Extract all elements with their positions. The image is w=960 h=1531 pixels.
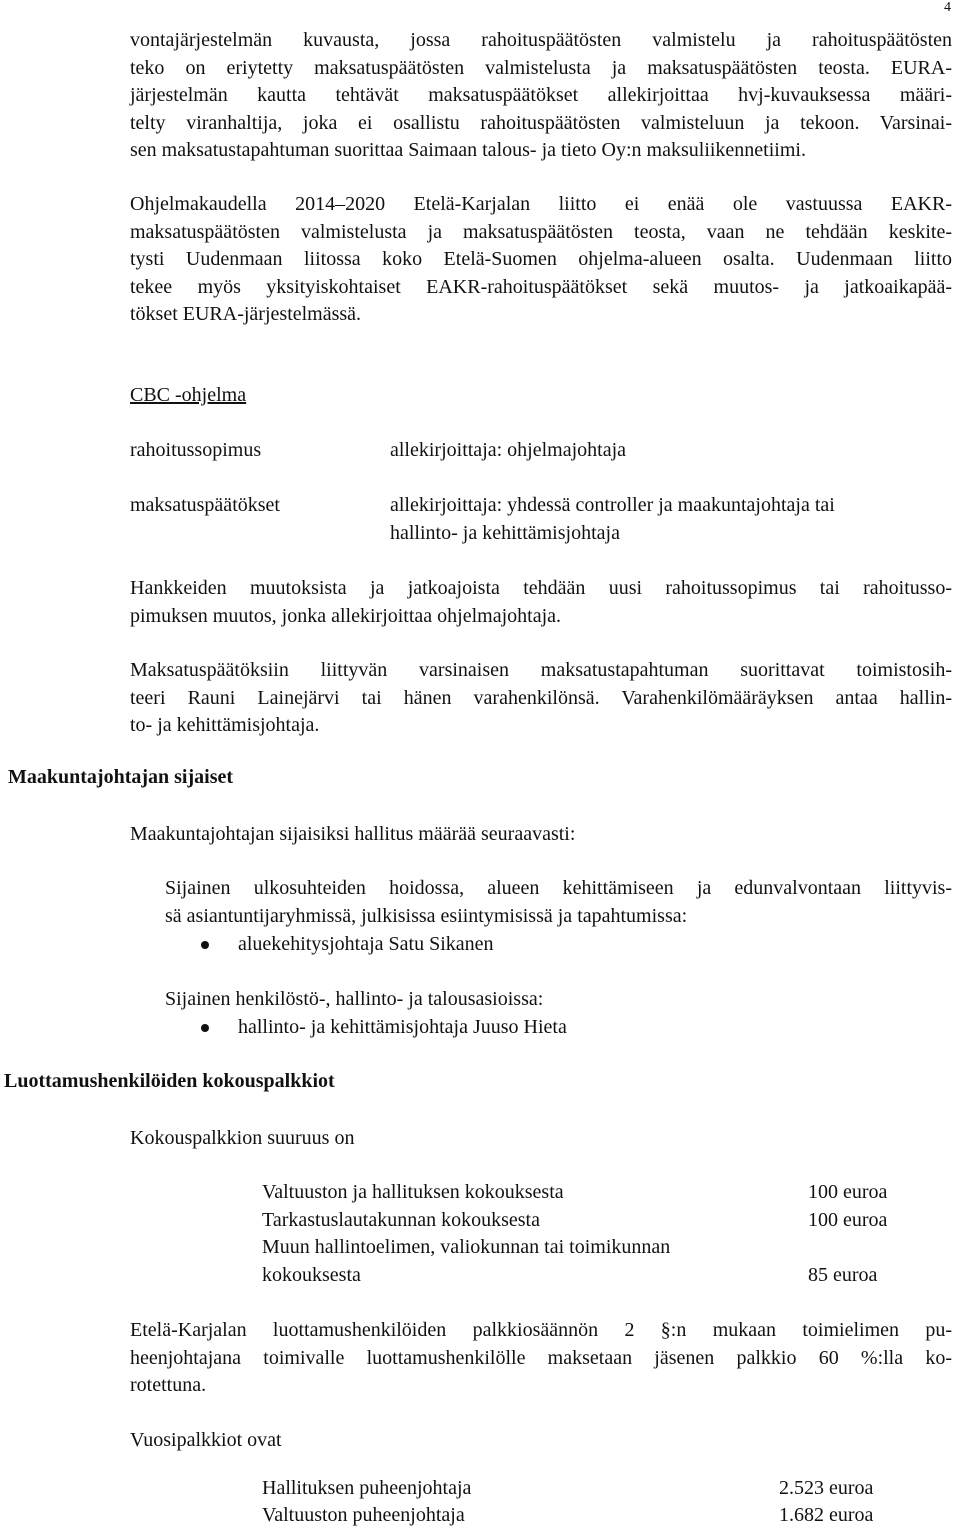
section-heading-deputies: Maakuntajohtajan sijaiset [8, 766, 234, 788]
fees-intro: Kokouspalkkion suuruus on [130, 1127, 355, 1149]
annual-fee-amount: 1.682 euroa [779, 1504, 874, 1526]
text-line: sen maksatustapahtuman suorittaa Saimaan talous- ja tieto Oy:n maksuliikennetiimi. [130, 139, 806, 161]
text-line: telty viranhaltija, joka ei osallistu rahoituspäätösten valmisteluun ja tekoon. Varsinai- [130, 111, 952, 134]
deputy-bullet-2: hallinto- ja kehittämisjohtaja Juuso Hieta [238, 1016, 567, 1038]
text-line: tekee myös yksityiskohtaiset EAKR-rahoituspäätökset sekä muutos- ja jatkoaikapää- [130, 275, 952, 298]
fee-label [262, 1234, 670, 1289]
paragraph-changes [130, 575, 952, 630]
text-line: hallinto- ja kehittämisjohtaja [390, 521, 620, 544]
text-line: sä asiantuntijaryhmissä, julkisissa esiintymisissä ja tapahtumissa: [165, 904, 688, 927]
text-line: Maksatuspäätöksiin liittyvän varsinaisen maksatustapahtuman suorittavat toimistosih- [130, 659, 952, 681]
fee-label: Tarkastuslautakunnan kokouksesta [262, 1209, 540, 1231]
text-line: kokouksesta [262, 1263, 361, 1286]
bullet-icon [201, 941, 209, 949]
section-heading-fees: Luottamushenkilöiden kokouspalkkiot [4, 1070, 335, 1092]
deputies-intro: Maakuntajohtajan sijaisiksi hallitus määrää seuraavasti: [130, 823, 576, 845]
text-line: Ohjelmakaudella 2014–2020 Etelä-Karjalan liitto ei enää ole vastuussa EAKR- [130, 193, 952, 215]
fee-amount: 100 euroa [808, 1209, 888, 1231]
fee-amount: 85 euroa [808, 1264, 878, 1286]
text-line: maksatuspäätösten valmistelusta ja maksatuspäätösten teosta, vaan ne tehdään keskite- [130, 220, 952, 243]
paragraph-payments [130, 657, 952, 740]
deputy-bullet-1: aluekehitysjohtaja Satu Sikanen [238, 933, 494, 955]
cbc-row-value: allekirjoittaja: ohjelmajohtaja [390, 439, 627, 461]
text-line: to- ja kehittämisjohtaja. [130, 714, 320, 736]
cbc-title: CBC -ohjelma [130, 384, 247, 406]
paragraph-eura-system [130, 27, 952, 165]
text-line: rotettuna. [130, 1374, 207, 1396]
text-line: Muun hallintoelimen, valiokunnan tai toimikunnan [262, 1236, 671, 1258]
text-line: teko on eriytetty maksatuspäätösten valmistelusta ja maksatuspäätösten teosta. EURA- [130, 56, 952, 79]
text-line: allekirjoittaja: yhdessä controller ja maakuntajohtaja tai [390, 494, 835, 516]
fee-amount: 100 euroa [808, 1181, 888, 1203]
text-line: teeri Rauni Lainejärvi tai hänen varahenkilönsä. Varahenkilömääräyksen antaa hallin- [130, 686, 952, 709]
cbc-row-label: maksatuspäätökset [130, 494, 280, 516]
annual-fee-amount: 2.523 euroa [779, 1477, 874, 1499]
bullet-icon [201, 1024, 209, 1032]
cbc-row-value [390, 492, 835, 547]
text-line: Sijainen ulkosuhteiden hoidossa, alueen kehittämiseen ja edunvalvontaan liittyvis- [165, 877, 952, 899]
page-number: 4 [944, 0, 951, 15]
deputy-group-1 [165, 875, 952, 930]
annual-fee-label: Valtuuston puheenjohtaja [262, 1504, 465, 1526]
text-line: vontajärjestelmän kuvausta, jossa rahoituspäätösten valmistelu ja rahoituspäätösten [130, 29, 952, 51]
text-line: tökset EURA-järjestelmässä. [130, 303, 362, 325]
text-line: Etelä-Karjalan luottamushenkilöiden palkkiosäännön 2 §:n mukaan toimielimen pu- [130, 1319, 952, 1341]
paragraph-chair-fee [130, 1317, 952, 1400]
deputy-group-2-intro: Sijainen henkilöstö-, hallinto- ja talousasioissa: [165, 988, 544, 1010]
annual-fees-intro: Vuosipalkkiot ovat [130, 1429, 282, 1451]
annual-fee-label: Hallituksen puheenjohtaja [262, 1477, 472, 1499]
text-line: pimuksen muutos, jonka allekirjoittaa ohjelmajohtaja. [130, 604, 562, 627]
text-line: tysti Uudenmaan liitossa koko Etelä-Suomen ohjelma-alueen osalta. Uudenmaan liitto [130, 248, 952, 270]
text-line: Hankkeiden muutoksista ja jatkoajoista tehdään uusi rahoitussopimus tai rahoitusso- [130, 577, 952, 599]
text-line: heenjohtajana toimivalle luottamushenkilölle maksetaan jäsenen palkkio 60 %:lla ko- [130, 1346, 952, 1369]
fee-label: Valtuuston ja hallituksen kokouksesta [262, 1181, 564, 1203]
paragraph-program-period [130, 191, 952, 329]
cbc-row-label: rahoitussopimus [130, 439, 262, 461]
text-line: järjestelmän kautta tehtävät maksatuspäätökset allekirjoittaa hvj-kuvauksessa määri- [130, 84, 952, 106]
